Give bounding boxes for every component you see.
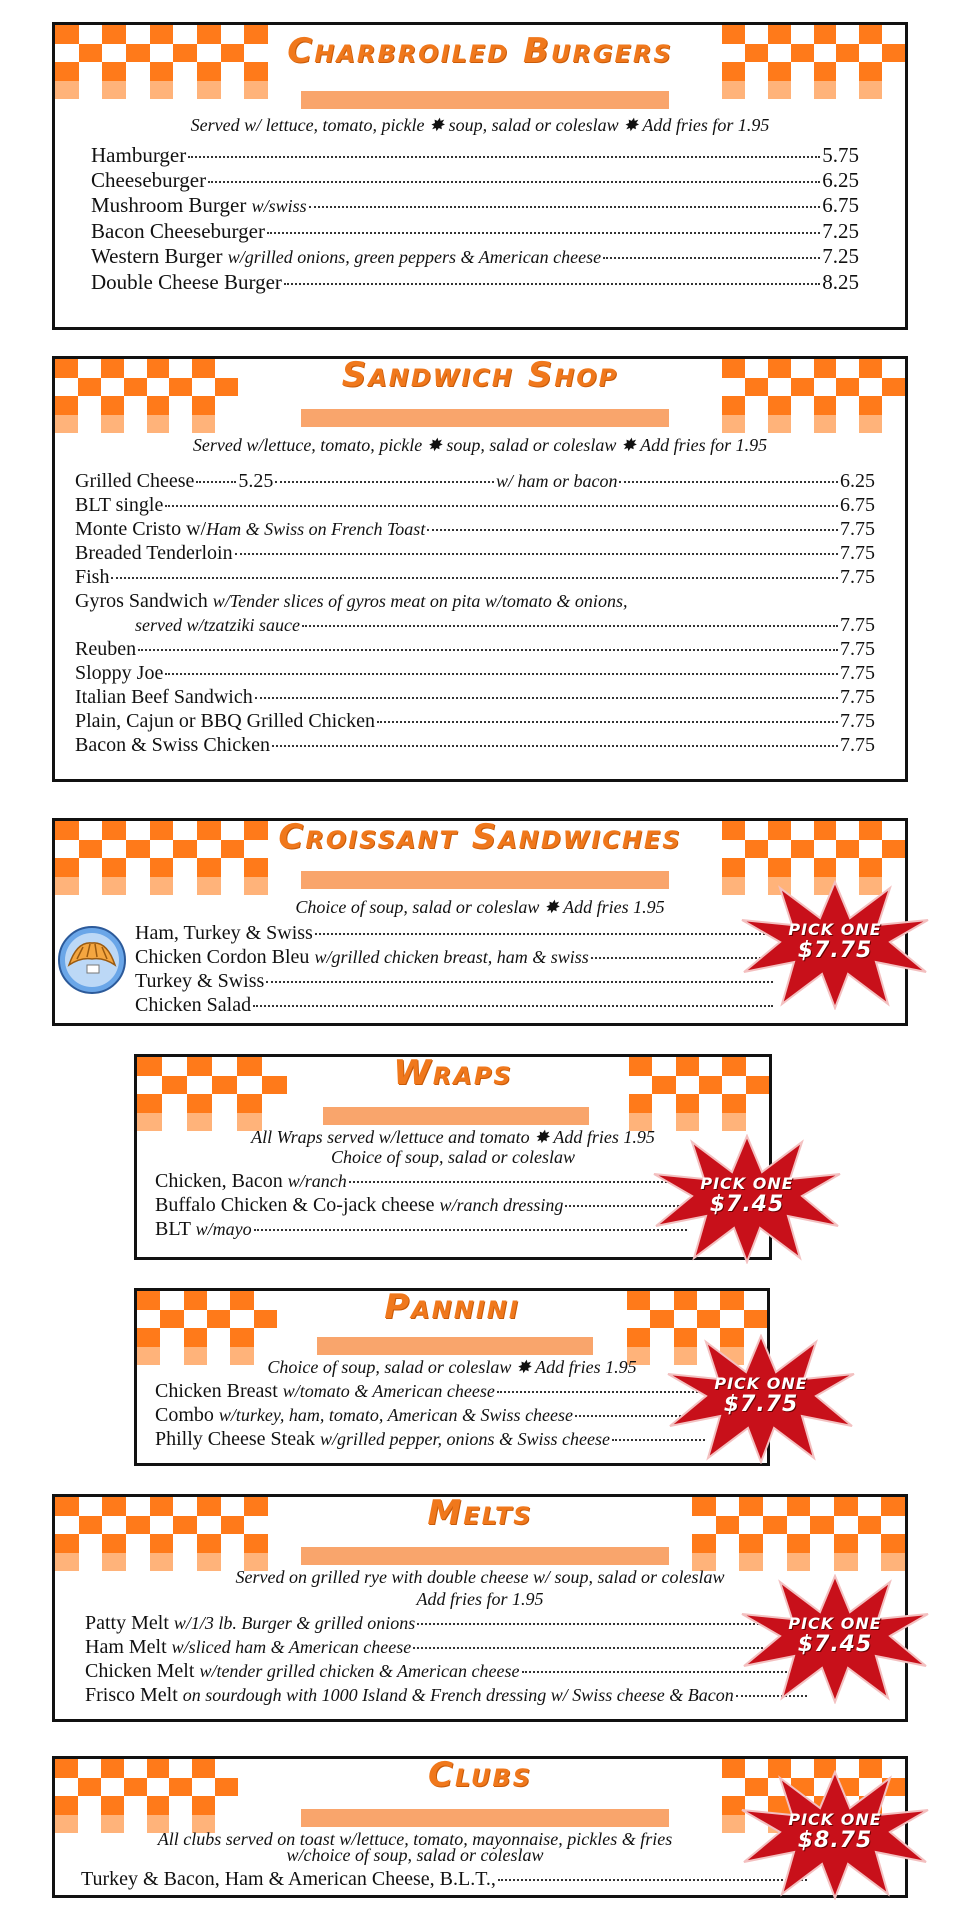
menu-item [91, 193, 859, 219]
item-name: Combo [155, 1404, 219, 1426]
section-subtitle: Choice of soup, salad or coleslaw ✸ Add fries 1.95 [295, 897, 665, 917]
item-desc: w/swiss [251, 196, 307, 216]
item-price: 7.75 [840, 734, 875, 756]
burst-price: $7.75 [797, 938, 873, 963]
item-name: Ham Melt [85, 1636, 172, 1658]
item-name: Sloppy Joe [75, 662, 164, 684]
menu-item [155, 1403, 707, 1427]
menu-item [75, 517, 875, 541]
item-name: Gyros Sandwich [75, 590, 213, 612]
burst-label: PICK ONE [788, 1614, 882, 1633]
section-subtitle: Choice of soup, salad or coleslaw ✸ Add fries 1.95 [267, 1357, 637, 1377]
menu-item [155, 1193, 689, 1217]
item-name: Fish [75, 566, 110, 588]
item-name: Monte Cristo w/ [75, 518, 207, 540]
item-name: Reuben [75, 638, 137, 660]
menu-item [75, 469, 875, 493]
section-title: Sandwich Shop [341, 356, 619, 395]
menu-item [75, 733, 875, 757]
item-desc: w/sliced ham & American cheese [171, 1637, 412, 1657]
title-bar [301, 1547, 669, 1565]
item-desc: w/tomato & American cheese [282, 1381, 495, 1401]
croissant-plate-icon [57, 925, 127, 995]
price-burst-pannini [666, 1334, 856, 1464]
item-price: 5.75 [822, 143, 859, 167]
item-price: 6.25 [840, 470, 875, 492]
item-desc: w/grilled onions, green peppers & American cheese [227, 247, 602, 267]
item-list [75, 469, 875, 757]
item-price: 5.25 [238, 470, 274, 492]
section-title: Charbroiled Burgers [287, 31, 673, 71]
menu-item [85, 1683, 809, 1707]
item-price: 7.75 [840, 686, 875, 708]
section-sandwich [52, 356, 908, 782]
section-title: Clubs [428, 1756, 532, 1795]
item-price: 7.25 [822, 244, 859, 268]
item-desc: on sourdough with 1000 Island & French dressing w/ Swiss cheese & Bacon [182, 1685, 734, 1705]
item-price: 7.25 [822, 219, 859, 243]
menu-item [75, 637, 875, 661]
section-subtitle: Served w/lettuce, tomato, pickle ✸ soup, salad or coleslaw ✸ Add fries for 1.95 [192, 435, 768, 455]
item-name: Mushroom Burger [91, 193, 252, 217]
item-name: Chicken Cordon Bleu [135, 946, 315, 968]
item-name: Western Burger [91, 244, 228, 268]
section-subtitle-2: w/choice of soup, salad or coleslaw [286, 1845, 544, 1865]
item-price: 7.75 [840, 542, 875, 564]
item-name: Breaded Tenderloin [75, 542, 233, 564]
menu-item [75, 661, 875, 685]
menu-item [75, 709, 875, 733]
item-price: 7.75 [840, 518, 875, 540]
menu-item [75, 685, 875, 709]
item-name: Cheeseburger [91, 168, 207, 192]
menu-item [75, 565, 875, 589]
section-burgers [52, 22, 908, 330]
item-desc: Ham & Swiss on French Toast [206, 519, 426, 539]
item-desc: w/Tender slices of gyros meat on pita w/tomato & onions, [212, 591, 628, 611]
price-burst-melts [740, 1574, 930, 1704]
item-price: 6.75 [840, 494, 875, 516]
burst-label: PICK ONE [714, 1374, 808, 1393]
item-desc: w/turkey, ham, tomato, American & Swiss cheese [218, 1405, 574, 1425]
burst-label: PICK ONE [788, 920, 882, 939]
menu-item [81, 1867, 809, 1891]
item-desc: w/1/3 lb. Burger & grilled onions [173, 1613, 416, 1633]
section-subtitle: Served on grilled rye with double cheese w/ soup, salad or coleslaw [235, 1567, 725, 1587]
item-price: 7.75 [840, 614, 875, 636]
item-desc: served w/tzatziki sauce [135, 615, 300, 635]
item-name: Chicken Breast [155, 1380, 283, 1402]
section-subtitle-2: Choice of soup, salad or coleslaw [331, 1147, 575, 1167]
burst-price: $7.45 [797, 1632, 873, 1657]
item-price: 6.75 [822, 193, 859, 217]
item-name: Plain, Cajun or BBQ Grilled Chicken [75, 710, 375, 732]
item-name: Buffalo Chicken & Co-jack cheese [155, 1194, 440, 1216]
price-burst-croissant [740, 880, 930, 1010]
item-name: Turkey & Bacon, Ham & American Cheese, B.L.T., [81, 1868, 496, 1890]
section-title: Pannini [384, 1288, 520, 1327]
price-burst-wraps [652, 1134, 842, 1264]
item-desc: w/ranch dressing [439, 1195, 564, 1215]
section-subtitle-2: Add fries for 1.95 [416, 1589, 544, 1609]
burst-price: $8.75 [797, 1828, 873, 1853]
burst-label: PICK ONE [700, 1174, 794, 1193]
item-name: BLT [155, 1218, 196, 1240]
item-list [155, 1169, 689, 1241]
menu-item [155, 1217, 689, 1241]
item-name: Chicken Melt [85, 1660, 200, 1682]
item-name: Italian Beef Sandwich [75, 686, 253, 708]
item-name: Bacon Cheeseburger [91, 219, 265, 243]
menu-item [91, 168, 859, 193]
item-list [155, 1379, 707, 1451]
item-price: 7.75 [840, 638, 875, 660]
item-name: Double Cheese Burger [91, 270, 282, 294]
menu-item [91, 270, 859, 295]
item-name: Chicken Salad [135, 994, 252, 1016]
burst-label: PICK ONE [788, 1810, 882, 1829]
item-name: Philly Cheese Steak [155, 1428, 320, 1450]
item-price: 7.75 [840, 566, 875, 588]
item-list [135, 921, 775, 1017]
item-name: Bacon & Swiss Chicken [75, 734, 270, 756]
menu-item [91, 143, 859, 168]
menu-item [75, 589, 875, 613]
item-name: Patty Melt [85, 1612, 174, 1634]
menu-item [155, 1169, 689, 1193]
price-burst-clubs [740, 1770, 930, 1900]
item-price: 8.25 [822, 270, 859, 294]
menu-item [91, 219, 859, 244]
item-list [85, 1611, 809, 1707]
item-list [91, 143, 859, 295]
section-title: Melts [427, 1494, 533, 1533]
menu-item [75, 493, 875, 517]
item-price: 7.75 [840, 710, 875, 732]
item-name: Frisco Melt [85, 1684, 183, 1706]
item-name: Chicken, Bacon [155, 1170, 288, 1192]
item-name: Grilled Cheese [75, 470, 195, 492]
menu-item [85, 1611, 809, 1635]
title-bar [301, 91, 669, 109]
menu-item [155, 1427, 707, 1451]
item-name: Ham, Turkey & Swiss [135, 922, 313, 944]
item-name: Turkey & Swiss [135, 970, 265, 992]
menu-item [135, 969, 775, 993]
menu-item [135, 921, 775, 945]
title-bar [323, 1107, 589, 1125]
section-subtitle: Served w/ lettuce, tomato, pickle ✸ soup, salad or coleslaw ✸ Add fries for 1.95 [190, 115, 770, 135]
menu-item [135, 945, 775, 969]
menu-item [91, 244, 859, 270]
item-price: 7.75 [840, 662, 875, 684]
item-desc: w/grilled chicken breast, ham & swiss [314, 947, 589, 967]
item-price: 6.25 [822, 168, 859, 192]
section-subtitle: All Wraps served w/lettuce and tomato ✸ Add fries 1.95 [251, 1127, 655, 1147]
menu-item [75, 541, 875, 565]
menu-item [85, 1659, 809, 1683]
item-name: BLT single [75, 494, 164, 516]
title-bar [317, 1337, 593, 1355]
title-bar [301, 1809, 669, 1827]
item-list [81, 1867, 809, 1891]
section-title: Croissant Sandwiches [278, 818, 682, 857]
title-bar [301, 409, 669, 427]
menu-item [155, 1379, 707, 1403]
section-title: Wraps [393, 1054, 513, 1093]
burst-price: $7.75 [723, 1392, 799, 1417]
item-desc: w/tender grilled chicken & American cheese [199, 1661, 520, 1681]
menu-item [75, 613, 875, 637]
section-subtitle: All clubs served on toast w/lettuce, tomato, mayonnaise, pickles & fries [157, 1829, 673, 1849]
item-desc: w/grilled pepper, onions & Swiss cheese [319, 1429, 610, 1449]
title-bar [301, 871, 669, 889]
menu-item [135, 993, 775, 1017]
item-desc: w/ranch [287, 1171, 347, 1191]
burst-price: $7.45 [709, 1192, 785, 1217]
item-name: Hamburger [91, 143, 187, 167]
item-desc: w/mayo [195, 1219, 252, 1239]
menu-item [85, 1635, 809, 1659]
item-option: w/ ham or bacon [495, 471, 618, 491]
